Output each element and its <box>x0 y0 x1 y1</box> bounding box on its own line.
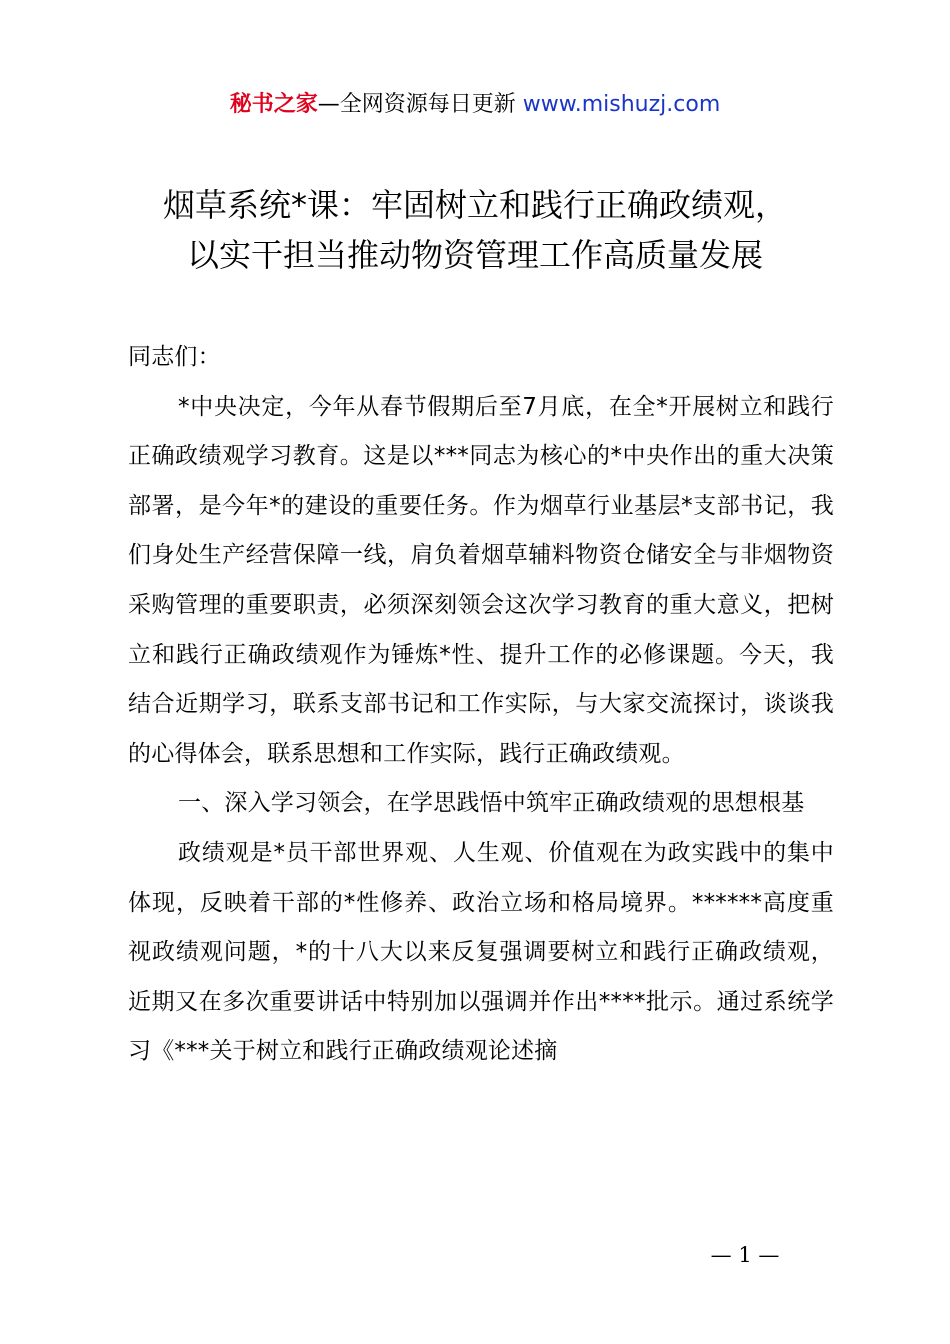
paragraph-1: *中央决定，今年从春节假期后至7月底，在全*开展树立和践行正确政绩观学习教育。这是以***同志为核心的*中央作出的重大决策部署，是今年*的建设的重要任务。作为烟草行业基层*支部书记，我们身处生产经营保障一线，肩负着烟草辅料物资仓储安全与非烟物资采购管理的重要职责，必须深刻领会这次学习教育的重大意义，把树立和践行正确政绩观作为锤炼*性、提升工作的必修课题。今天，我结合近期学习，联系支部书记和工作实际，与大家交流探讨，谈谈我的心得体会，联系思想和工作实际，践行正确政绩观。 <box>128 393 834 767</box>
document-body <box>128 333 834 1077</box>
site-url-link[interactable]: www.mishuzj.com <box>522 92 721 117</box>
brand-name: 秘书之家 <box>229 92 318 117</box>
title-line-2: 以实干担当推动物资管理工作高质量发展 <box>186 236 763 274</box>
salutation: 同志们： <box>128 344 221 370</box>
page-number: — 1 — <box>710 1243 780 1267</box>
paragraph-2: 政绩观是*员干部世界观、人生观、价值观在为政实践中的集中体现，反映着干部的*性修养、政治立场和格局境界。******高度重视政绩观问题，*的十八大以来反复强调要树立和践行正确政绩观，近期又在多次重要讲话中特别加以强调并作出****批示。通过系统学习《***关于树立和践行正确政绩观论述摘 <box>128 839 834 1065</box>
title-line-1: 烟草系统*课：牢固树立和践行正确政绩观， <box>162 186 787 224</box>
document-title <box>0 180 950 280</box>
header-tagline: —全网资源每日更新 <box>317 92 523 117</box>
section-heading-1: 一、深入学习领会，在学思践悟中筑牢正确政绩观的思想根基 <box>178 790 805 817</box>
site-header <box>0 88 950 122</box>
